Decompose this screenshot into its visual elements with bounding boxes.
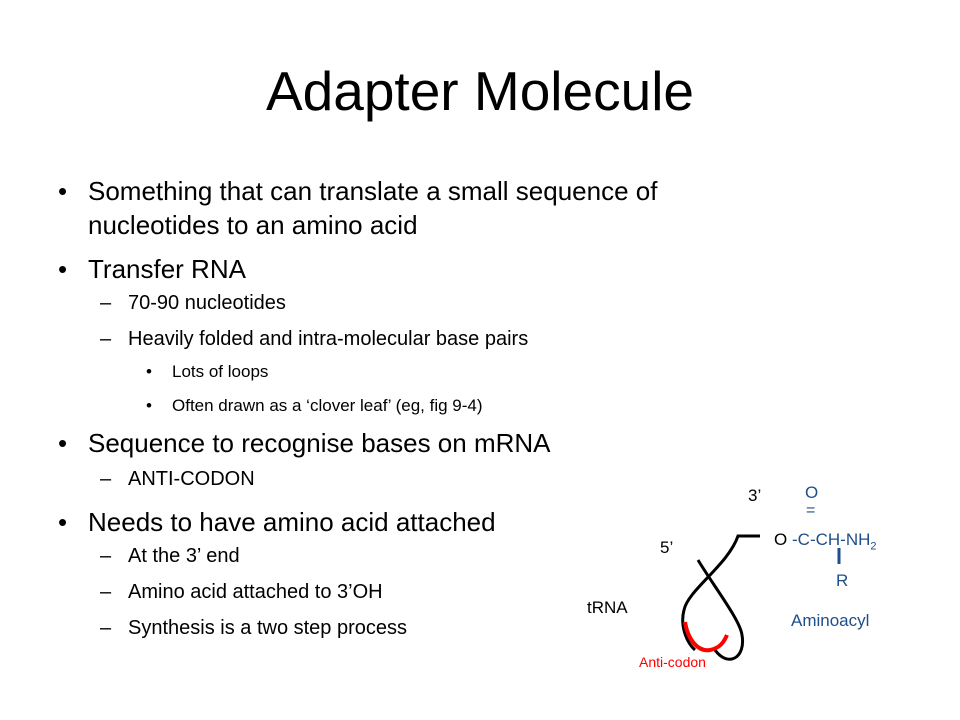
trna-label: tRNA [587,598,628,617]
nh2-subscript: 2 [870,540,877,553]
dash-marker: – [100,545,112,567]
slide-title: Adapter Molecule [265,60,695,122]
bullet-marker: • [58,176,68,206]
sub-bullet-text: At the 3’ end [128,545,240,567]
sub-bullet-text: Synthesis is a two step process [128,617,408,639]
amino-acid-chain-label [792,530,877,556]
bullet-marker: • [58,507,68,537]
dash-marker: – [100,292,112,314]
double-bond-label: = [806,502,816,519]
bullet-text: Transfer RNA [88,254,246,284]
dash-marker: – [100,468,112,490]
bullet-text: Something that can translate a small sequence of nucleotides to an amino acid [88,176,658,240]
trna-strand-3prime [683,536,760,650]
r-group-label: R [836,571,849,590]
sub-bullet-text: ANTI-CODON [128,468,255,490]
bullet-text: Sequence to recognise bases on mRNA [88,428,551,458]
dash-marker: – [100,328,112,350]
amino-acid-chain-text: -C-CH-NH [792,530,871,549]
sub-sub-bullet-text: Lots of loops [172,362,269,381]
five-prime-label: 5’ [660,538,674,557]
small-bullet-marker: • [146,362,152,381]
aminoacyl-label: Aminoacyl [791,611,870,630]
carbonyl-oxygen-label: O [805,483,819,502]
sub-bullet-text: 70-90 nucleotides [128,292,286,314]
bullet-marker: • [58,254,68,284]
sub-bullet-text: Amino acid attached to 3’OH [128,581,383,603]
three-prime-label: 3’ [748,486,762,505]
bullet-marker: • [58,428,68,458]
small-bullet-marker: • [146,396,152,415]
sub-sub-bullet-text: Often drawn as a ‘clover leaf’ (eg, fig 9-4) [172,396,483,415]
dash-marker: – [100,617,112,639]
sub-bullet-text: Heavily folded and intra-molecular base pairs [128,328,529,350]
bullet-text: Needs to have amino acid attached [88,507,496,537]
linking-oxygen-label: O [774,530,788,549]
trna-diagram [560,470,960,690]
anticodon-label: Anti-codon [639,654,706,670]
dash-marker: – [100,581,112,603]
